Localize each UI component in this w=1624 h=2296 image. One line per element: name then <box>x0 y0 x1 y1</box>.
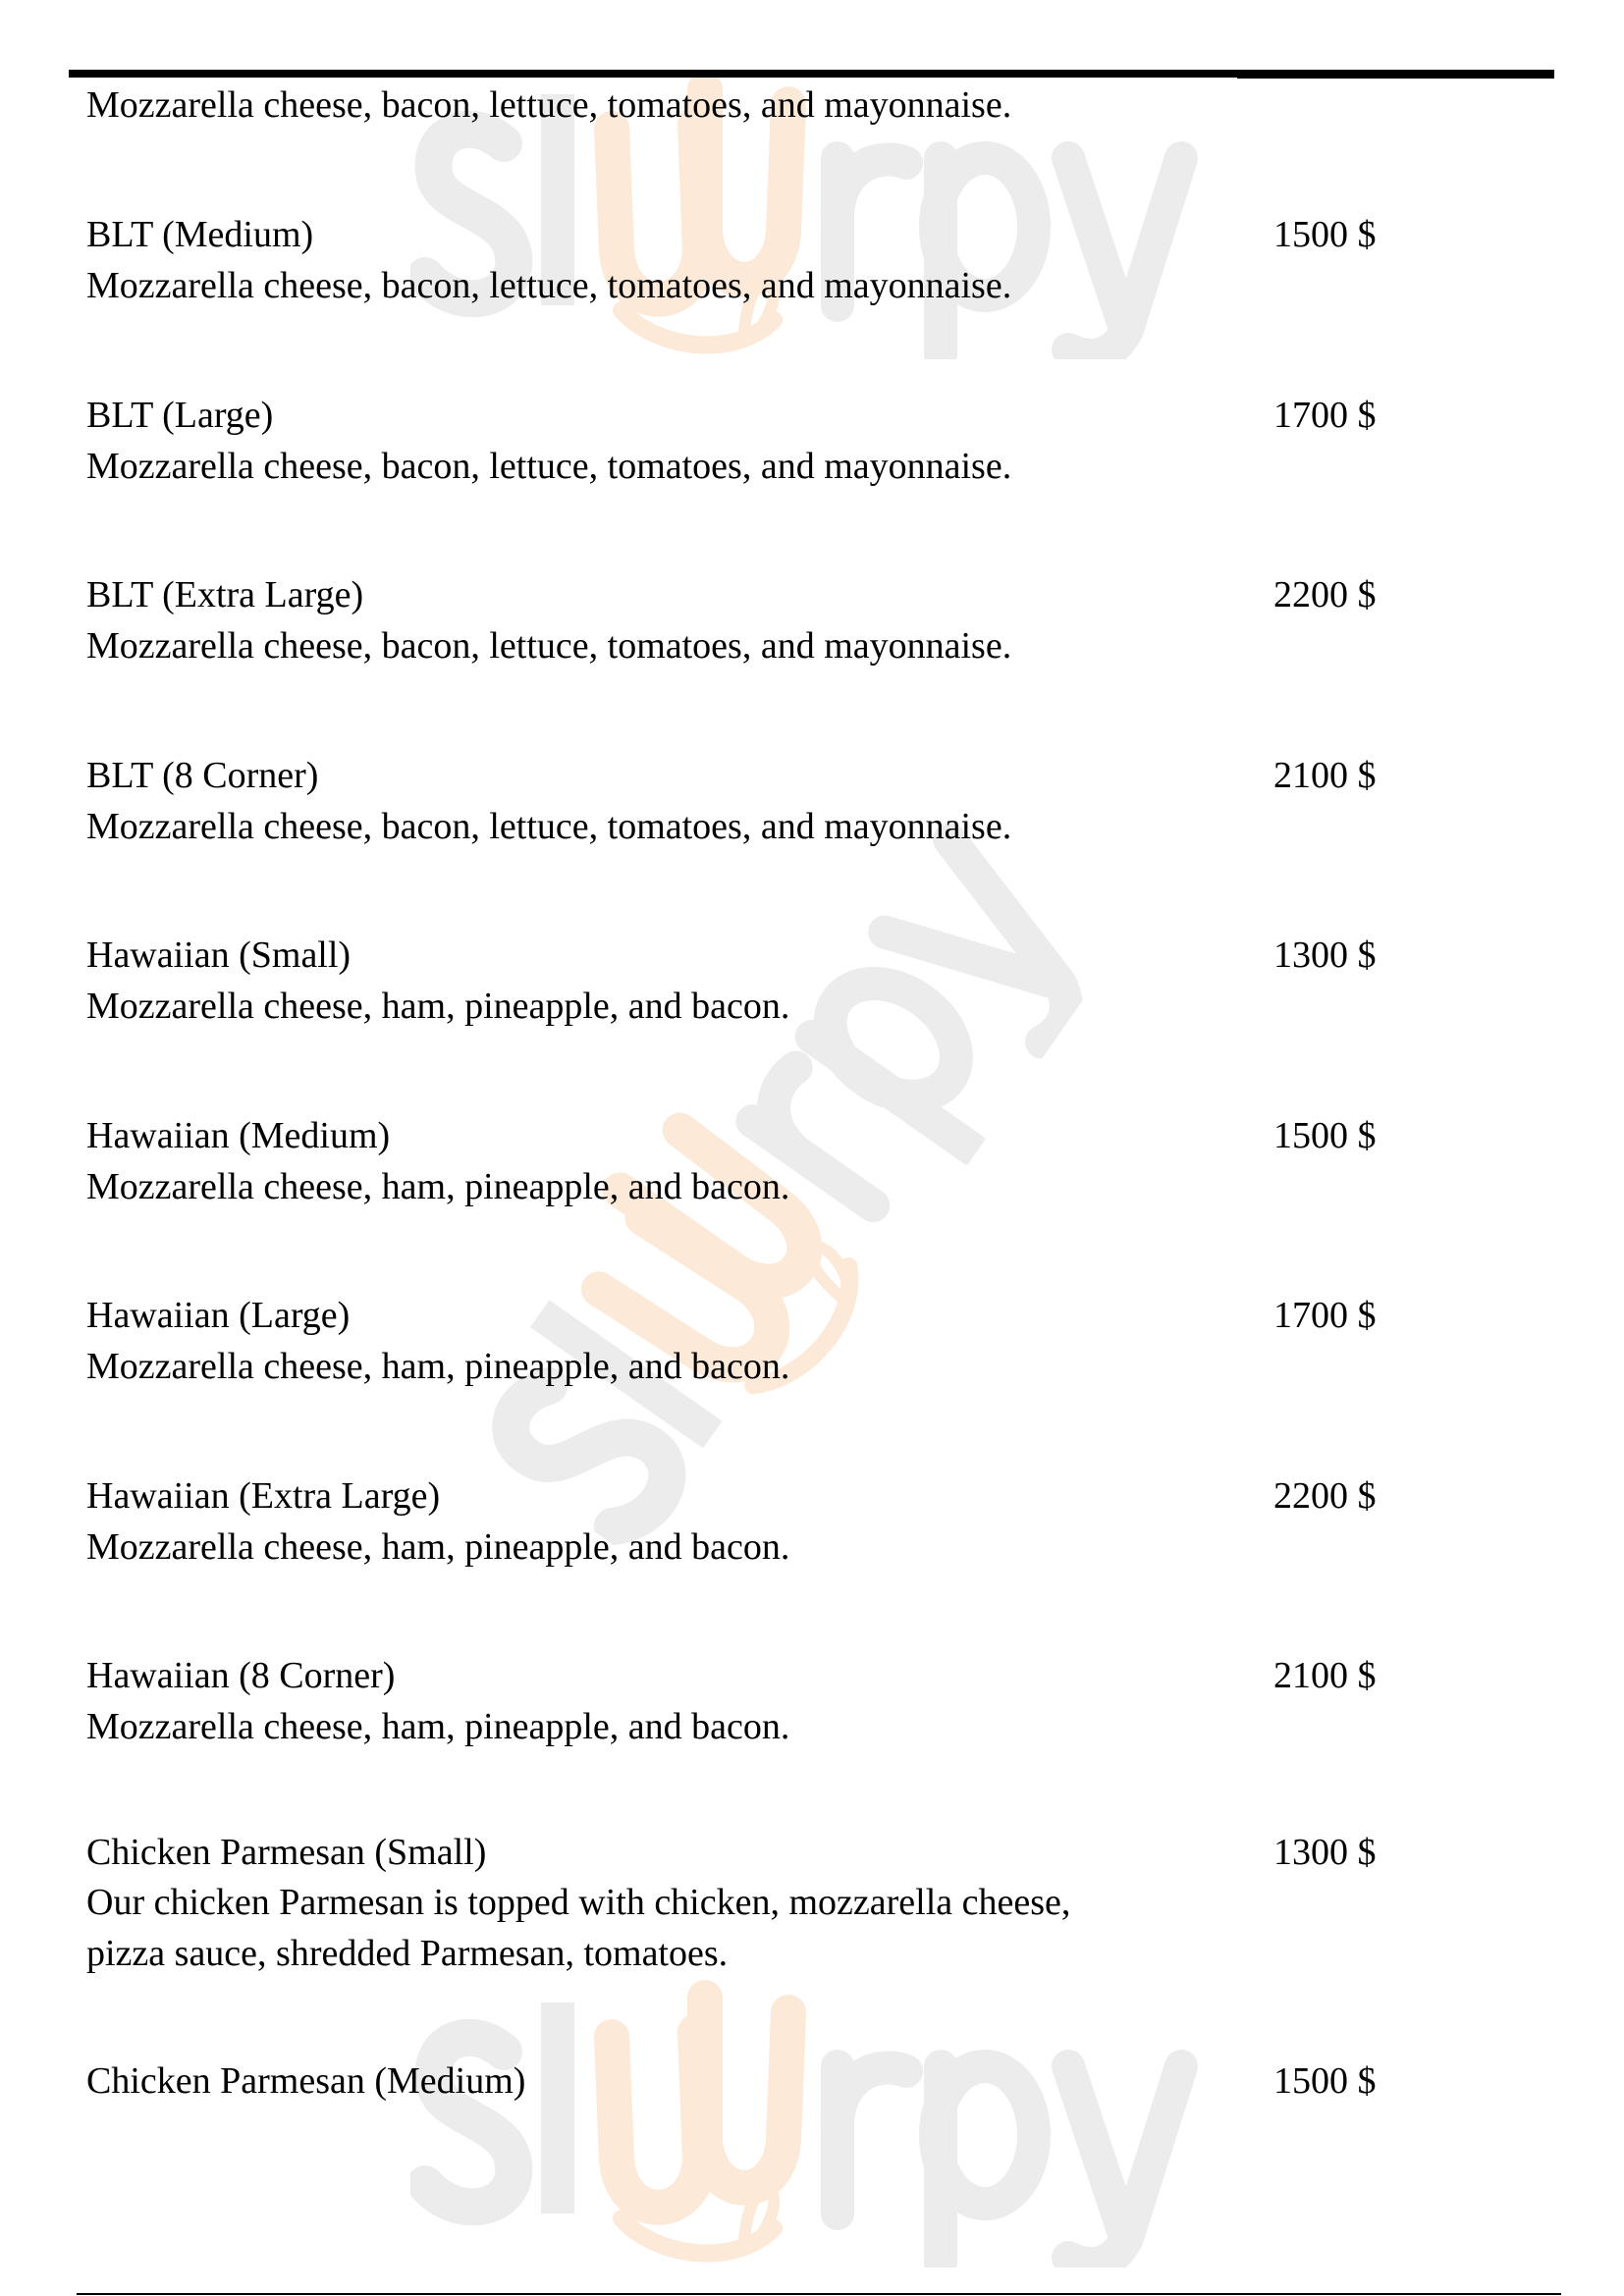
menu-item-price: 1700 $ <box>1273 395 1377 436</box>
menu-item-price: 1500 $ <box>1273 214 1377 255</box>
menu-item-name: Hawaiian (8 Corner) <box>86 1655 396 1696</box>
menu-item-price: 1300 $ <box>1273 1832 1377 1873</box>
top-divider <box>69 70 1239 78</box>
menu-item-description: Mozzarella cheese, bacon, lettuce, tomatoes, and mayonnaise. <box>86 446 1012 487</box>
menu-item-price: 2100 $ <box>1273 1655 1377 1696</box>
menu-item-description: Mozzarella cheese, bacon, lettuce, tomatoes, and mayonnaise. <box>86 806 1012 847</box>
menu-item-description: Mozzarella cheese, ham, pineapple, and bacon. <box>86 1346 790 1387</box>
menu-item-name: BLT (Medium) <box>86 214 314 255</box>
menu-item-name: Hawaiian (Large) <box>86 1295 351 1336</box>
menu-item-name: Chicken Parmesan (Small) <box>86 1832 487 1873</box>
menu-item-description: Mozzarella cheese, bacon, lettuce, tomatoes, and mayonnaise. <box>86 265 1012 306</box>
menu-item-price: 1700 $ <box>1273 1295 1377 1336</box>
menu-item-description: Mozzarella cheese, ham, pineapple, and bacon. <box>86 1166 790 1207</box>
menu-item-name: Hawaiian (Medium) <box>86 1115 391 1156</box>
menu-item-name: BLT (Extra Large) <box>86 574 364 615</box>
top-divider-right <box>1237 70 1554 79</box>
continued-description: Mozzarella cheese, bacon, lettuce, tomatoes, and mayonnaise. <box>86 84 1012 126</box>
menu-item-price: 1300 $ <box>1273 934 1377 976</box>
menu-item-name: Hawaiian (Extra Large) <box>86 1475 441 1517</box>
menu-item-price: 1500 $ <box>1273 2060 1377 2102</box>
menu-item-description: Mozzarella cheese, ham, pineapple, and bacon. <box>86 986 790 1027</box>
menu-item-name: Chicken Parmesan (Medium) <box>86 2060 526 2102</box>
menu-item-name: BLT (8 Corner) <box>86 755 319 796</box>
menu-item-price: 2200 $ <box>1273 574 1377 615</box>
menu-item-description: Mozzarella cheese, ham, pineapple, and bacon. <box>86 1526 790 1568</box>
menu-item-name: Hawaiian (Small) <box>86 934 352 976</box>
menu-item-price: 2100 $ <box>1273 755 1377 796</box>
menu-item-name: BLT (Large) <box>86 395 274 436</box>
menu-item-description: Our chicken Parmesan is topped with chicken, mozzarella cheese, <box>86 1882 1071 1923</box>
menu-item-price: 2200 $ <box>1273 1475 1377 1517</box>
bottom-divider <box>77 2293 1561 2295</box>
menu-item-description: Mozzarella cheese, bacon, lettuce, tomatoes, and mayonnaise. <box>86 625 1012 667</box>
menu-item-price: 1500 $ <box>1273 1115 1377 1156</box>
menu-item-description: pizza sauce, shredded Parmesan, tomatoes. <box>86 1933 729 1974</box>
menu-item-description: Mozzarella cheese, ham, pineapple, and bacon. <box>86 1706 790 1747</box>
